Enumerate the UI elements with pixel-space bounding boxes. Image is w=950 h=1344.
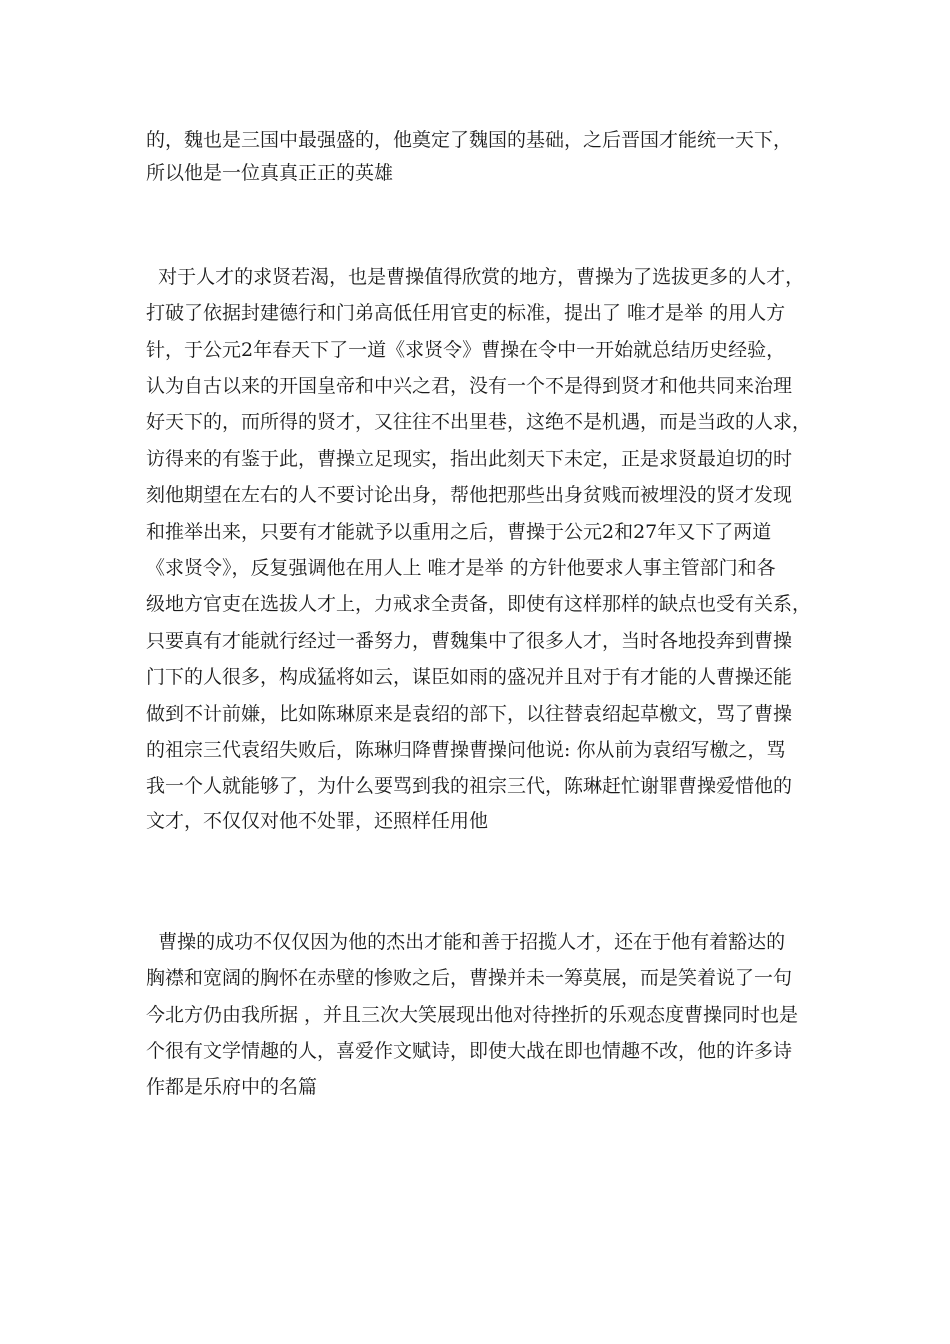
paragraph-line: 和推举出来，只要有才能就予以重用之后，曹操于公元2和27年又下了两道 [146,521,772,543]
paragraph-line: 级地方官吏在选拔人才上，力戒求全责备，即使有这样那样的缺点也受有关系， [146,593,812,615]
paragraph-line: 对于人才的求贤若渴，也是曹操值得欣赏的地方，曹操为了选拔更多的人才， [146,266,805,288]
paragraph-line: 好天下的，而所得的贤才，又往往不出里巷，这绝不是机遇，而是当政的人求， [146,411,812,433]
paragraph-line: 我一个人就能够了，为什么要骂到我的祖宗三代，陈琳赶忙谢罪曹操爱惜他的 [146,775,793,797]
paragraph-line: 打破了依据封建德行和门弟高低任用官吏的标准，提出了 唯才是举 的用人方 [146,302,786,324]
paragraph-line: 的，魏也是三国中最强盛的，他奠定了魏国的基础，之后晋国才能统一天下， [146,129,793,151]
paragraph-line: 访得来的有鉴于此，曹操立足现实，指出此刻天下未定，正是求贤最迫切的时 [146,448,793,470]
paragraph-line: 做到不计前嫌，比如陈琳原来是袁绍的部下，以往替袁绍起草檄文，骂了曹操 [146,703,793,725]
paragraph-line: 门下的人很多，构成猛将如云，谋臣如雨的盛况并且对于有才能的人曹操还能 [146,666,793,688]
paragraph-line: 针，于公元2年春天下了一道《求贤令》曹操在令中一开始就总结历史经验， [146,339,786,361]
paragraph-line: 所以他是一位真真正正的英雄 [146,162,394,184]
paragraph-line: 认为自古以来的开国皇帝和中兴之君，没有一个不是得到贤才和他共同来治理 [146,375,793,397]
paragraph-line: 文才，不仅仅对他不处罪，还照样任用他 [146,810,489,832]
paragraph-line: 《求贤令》，反复强调他在用人上 唯才是举 的方针他要求人事主管部门和各 [146,557,776,579]
paragraph-line: 个很有文学情趣的人，喜爱作文赋诗，即使大战在即也情趣不改，他的许多诗 [146,1040,793,1062]
paragraph-line: 胸襟和宽阔的胸怀在赤壁的惨败之后，曹操并未一筹莫展，而是笑着说了一句 [146,967,793,989]
paragraph-line: 刻他期望在左右的人不要讨论出身，帮他把那些出身贫贱而被埋没的贤才发现 [146,484,793,506]
paragraph-line: 今北方仍由我所据 ，并且三次大笑展现出他对待挫折的乐观态度曹操同时也是 [146,1004,799,1026]
paragraph-line: 作都是乐府中的名篇 [146,1076,318,1098]
paragraph-line: 曹操的成功不仅仅因为他的杰出才能和善于招揽人才，还在于他有着豁达的 [146,931,786,953]
paragraph-line: 的祖宗三代袁绍失败后，陈琳归降曹操曹操问他说: 你从前为袁绍写檄之，骂 [146,739,786,761]
paragraph-line: 只要真有才能就行经过一番努力，曹魏集中了很多人才，当时各地投奔到曹操 [146,630,793,652]
